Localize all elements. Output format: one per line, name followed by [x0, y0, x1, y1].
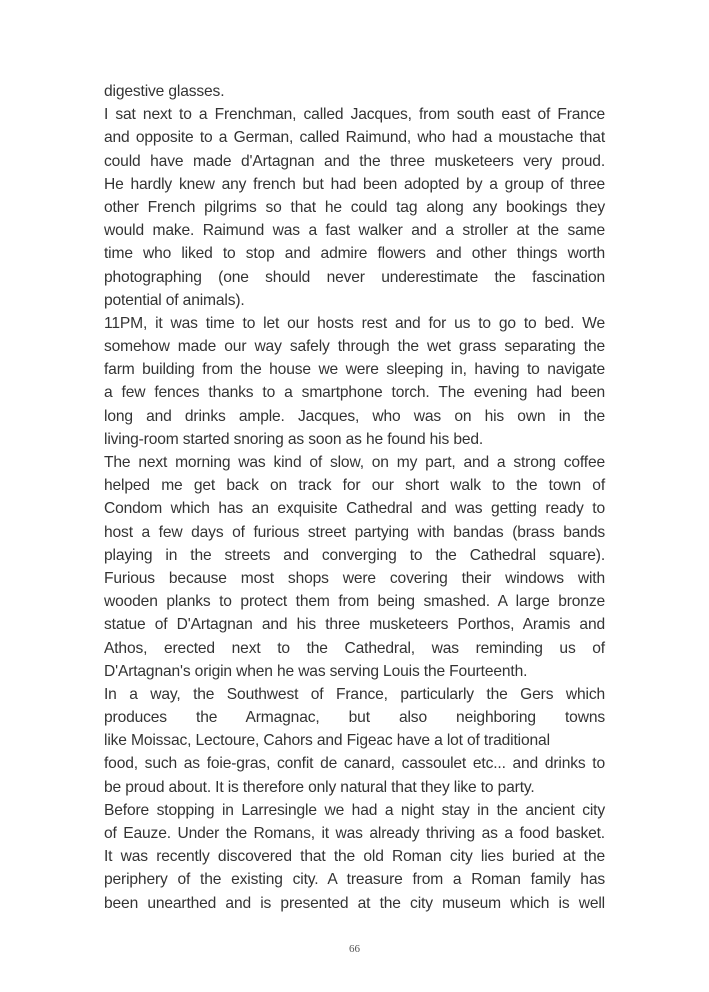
- text-line: digestive glasses.: [104, 83, 225, 100]
- text-line: farm building from the house we were sleeping in, having to navigate: [104, 361, 605, 379]
- text-line: been unearthed and is presented at the city museum which is well: [104, 894, 605, 912]
- text-line: time who liked to stop and admire flowers and other things worth: [104, 245, 605, 263]
- text-line: I sat next to a Frenchman, called Jacques, from south east of France: [104, 106, 605, 124]
- text-line: statue of D'Artagnan and his three musketeers Porthos, Aramis and: [104, 616, 605, 634]
- text-line: could have made d'Artagnan and the three musketeers very proud.: [104, 152, 605, 170]
- text-line: Before stopping in Larresingle we had a night stay in the ancient city: [104, 801, 605, 819]
- text-line: Furious because most shops were covering their windows with: [104, 569, 605, 587]
- text-line: be proud about. It is therefore only natural that they like to party.: [104, 778, 535, 796]
- text-line: and opposite to a German, called Raimund, who had a moustache that: [104, 129, 605, 147]
- text-line: long and drinks ample. Jacques, who was on his own in the: [104, 407, 605, 425]
- text-line: playing in the streets and converging to the Cathedral square).: [104, 546, 605, 564]
- text-line: potential of animals).: [104, 291, 245, 309]
- text-line: somehow made our way safely through the wet grass separating the: [104, 338, 605, 356]
- text-line: living-room started snoring as soon as he found his bed.: [104, 430, 484, 448]
- text-line: a few fences thanks to a smartphone torch. The evening had been: [104, 384, 605, 402]
- text-line: Athos, erected next to the Cathedral, was reminding us of: [104, 639, 605, 657]
- text-line: D'Artagnan's origin when he was serving Louis the Fourteenth.: [104, 662, 528, 680]
- text-line: would make. Raimund was a fast walker and a stroller at the same: [104, 222, 605, 240]
- text-line: of Eauze. Under the Romans, it was already thriving as a food basket.: [104, 825, 605, 842]
- text-line: like Moissac, Lectoure, Cahors and Figeac have a lot of traditional: [104, 732, 550, 750]
- text-line: other French pilgrims so that he could tag along any bookings they: [104, 198, 605, 216]
- text-line: photographing (one should never underestimate the fascination: [104, 268, 605, 286]
- text-line: Condom which has an exquisite Cathedral and was getting ready to: [104, 500, 605, 518]
- text-line: The next morning was kind of slow, on my part, and a strong coffee: [104, 454, 605, 471]
- text-line: wooden planks to protect them from being smashed. A large bronze: [104, 593, 605, 611]
- text-line: produces the Armagnac, but also neighboring towns: [104, 709, 605, 727]
- text-line: periphery of the existing city. A treasure from a Roman family has: [104, 871, 605, 889]
- text-line: It was recently discovered that the old Roman city lies buried at the: [104, 848, 605, 866]
- text-line: In a way, the Southwest of France, particularly the Gers which: [104, 685, 605, 703]
- page-number: 66: [349, 943, 360, 955]
- text-line: helped me get back on track for our short walk to the town of: [104, 477, 605, 495]
- text-line: 11PM, it was time to let our hosts rest and for us to go to bed. We: [104, 314, 605, 332]
- body-text: [104, 80, 605, 915]
- text-line: food, such as foie-gras, confit de canard, cassoulet etc... and drinks to: [104, 755, 605, 773]
- text-line: host a few days of furious street partying with bandas (brass bands: [104, 523, 605, 541]
- text-line: He hardly knew any french but had been adopted by a group of three: [104, 175, 605, 193]
